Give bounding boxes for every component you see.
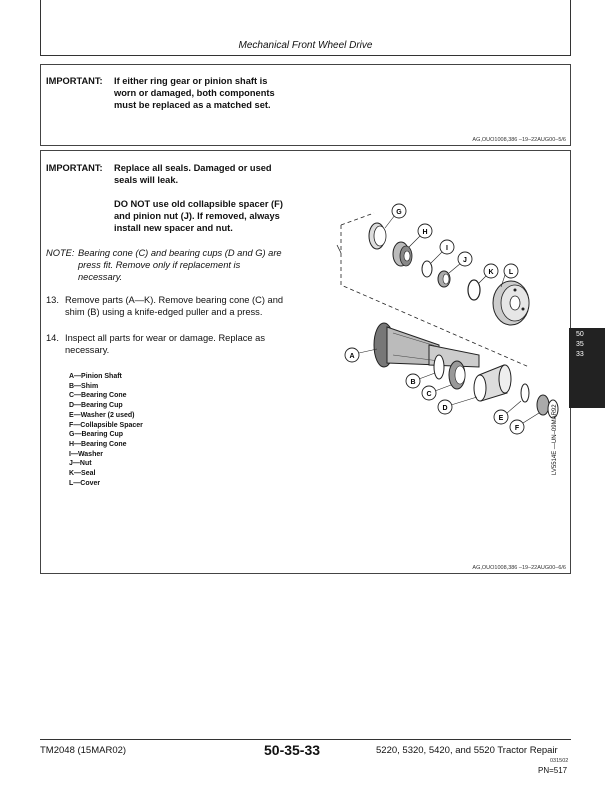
legend-item: A—Pinion Shaft bbox=[69, 373, 122, 380]
legend-item: L—Cover bbox=[69, 479, 101, 487]
legend-item: B—Shim bbox=[69, 382, 99, 390]
manual-title: 5220, 5320, 5420, and 5520 Tractor Repair bbox=[376, 745, 558, 756]
important-line: DO NOT use old collapsible spacer (F) bbox=[114, 199, 283, 209]
callout-j bbox=[449, 252, 472, 273]
svg-text:L: L bbox=[508, 269, 514, 276]
legend-item: I—Washer bbox=[69, 450, 103, 458]
note-line: Bearing cone (C) and bearing cups (D and G) are bbox=[78, 248, 282, 258]
bearing-cup-d bbox=[474, 365, 511, 401]
shim-b bbox=[434, 355, 444, 379]
figure-id: LV5514E —UN–09MAR92 bbox=[552, 404, 558, 475]
legend-item: H—Bearing Cone bbox=[69, 440, 127, 448]
page-header-title: Mechanical Front Wheel Drive bbox=[238, 40, 373, 51]
svg-text:C: C bbox=[426, 391, 432, 398]
legend-item: F—Collapsible Spacer bbox=[69, 421, 143, 429]
bearing-cone-h bbox=[393, 242, 412, 266]
callout-f bbox=[510, 413, 539, 434]
procedure-box bbox=[40, 150, 571, 574]
pn-number: PN=517 bbox=[538, 766, 568, 775]
manual-number: TM2048 (15MAR02) bbox=[40, 745, 127, 756]
pinion-shaft-a bbox=[374, 323, 479, 367]
note-line: necessary. bbox=[78, 272, 123, 282]
legend-item: C—Bearing Cone bbox=[69, 392, 127, 400]
svg-text:J: J bbox=[463, 257, 467, 264]
important-line: seals will leak. bbox=[114, 175, 179, 185]
footer-rule bbox=[40, 739, 571, 740]
washer-i bbox=[422, 261, 432, 277]
important-label: IMPORTANT: bbox=[46, 76, 103, 86]
note-label: NOTE: bbox=[46, 248, 75, 258]
callout-c bbox=[422, 385, 451, 400]
legend-item: J—Nut bbox=[69, 460, 92, 468]
step-line: Remove parts (A—K). Remove bearing cone (C) and bbox=[65, 295, 284, 305]
step-line: necessary. bbox=[65, 345, 110, 355]
svg-text:A: A bbox=[349, 353, 355, 360]
important-box-1 bbox=[40, 64, 571, 146]
bearing-cone-c bbox=[449, 361, 465, 389]
bearing-cup-g bbox=[369, 223, 386, 249]
legend-item: G—Bearing Cup bbox=[69, 431, 124, 439]
important-line: Replace all seals. Damaged or used bbox=[114, 163, 272, 173]
section-tab bbox=[569, 328, 605, 408]
svg-text:I: I bbox=[446, 245, 448, 252]
step-number: 14. bbox=[46, 333, 59, 343]
cover-l bbox=[493, 281, 529, 325]
exploded-view-illustration bbox=[329, 195, 561, 445]
svg-text:E: E bbox=[498, 415, 504, 422]
important-line: install new spacer and nut. bbox=[114, 223, 233, 233]
legend-item: E—Washer (2 used) bbox=[69, 411, 135, 419]
section-tab-line: 35 bbox=[576, 341, 584, 348]
date-code: 031502 bbox=[550, 758, 569, 764]
seal-k bbox=[468, 280, 480, 300]
legend-item: K—Seal bbox=[69, 470, 96, 478]
legend-item: D—Bearing Cup bbox=[69, 402, 123, 410]
svg-text:B: B bbox=[410, 379, 416, 386]
svg-text:H: H bbox=[422, 229, 428, 236]
parts-legend bbox=[69, 372, 269, 488]
callout-k bbox=[479, 264, 498, 283]
important-label: IMPORTANT: bbox=[46, 163, 103, 173]
nut-j bbox=[438, 271, 450, 287]
callout-a bbox=[345, 348, 377, 362]
important-line: must be replaced as a matched set. bbox=[114, 100, 271, 110]
step-number: 13. bbox=[46, 295, 59, 305]
svg-text:D: D bbox=[442, 405, 448, 412]
svg-text:F: F bbox=[514, 425, 520, 432]
section-tab-line: 50 bbox=[576, 331, 584, 338]
step-line: shim (B) using a knife-edged puller and a press. bbox=[65, 307, 263, 317]
important-notice-2 bbox=[46, 162, 346, 252]
reference-code-1: AG,OUO1008,386 –19–22AUG00–5/6 bbox=[472, 137, 566, 143]
page-number: 50-35-33 bbox=[264, 742, 321, 758]
section-tab-line: 33 bbox=[576, 351, 584, 358]
important-notice-1 bbox=[46, 75, 546, 115]
callout-i bbox=[431, 240, 454, 263]
important-line: If either ring gear or pinion shaft is bbox=[114, 76, 268, 86]
important-line: and pinion nut (J). If removed, always bbox=[114, 211, 280, 221]
important-line: worn or damaged, both components bbox=[114, 88, 275, 98]
callout-d bbox=[438, 397, 477, 414]
reference-code-2: AG,OUO1008,386 –19–22AUG00–6/6 bbox=[472, 565, 566, 571]
svg-text:G: G bbox=[396, 209, 402, 216]
header-bottom-rule bbox=[40, 55, 571, 56]
step-line: Inspect all parts for wear or damage. Replace as bbox=[65, 333, 265, 343]
washer-e bbox=[521, 384, 529, 402]
note-line: press fit. Remove only if replacement is bbox=[78, 260, 241, 270]
svg-text:K: K bbox=[488, 269, 494, 276]
callout-h bbox=[409, 224, 432, 247]
callout-g bbox=[385, 204, 406, 228]
